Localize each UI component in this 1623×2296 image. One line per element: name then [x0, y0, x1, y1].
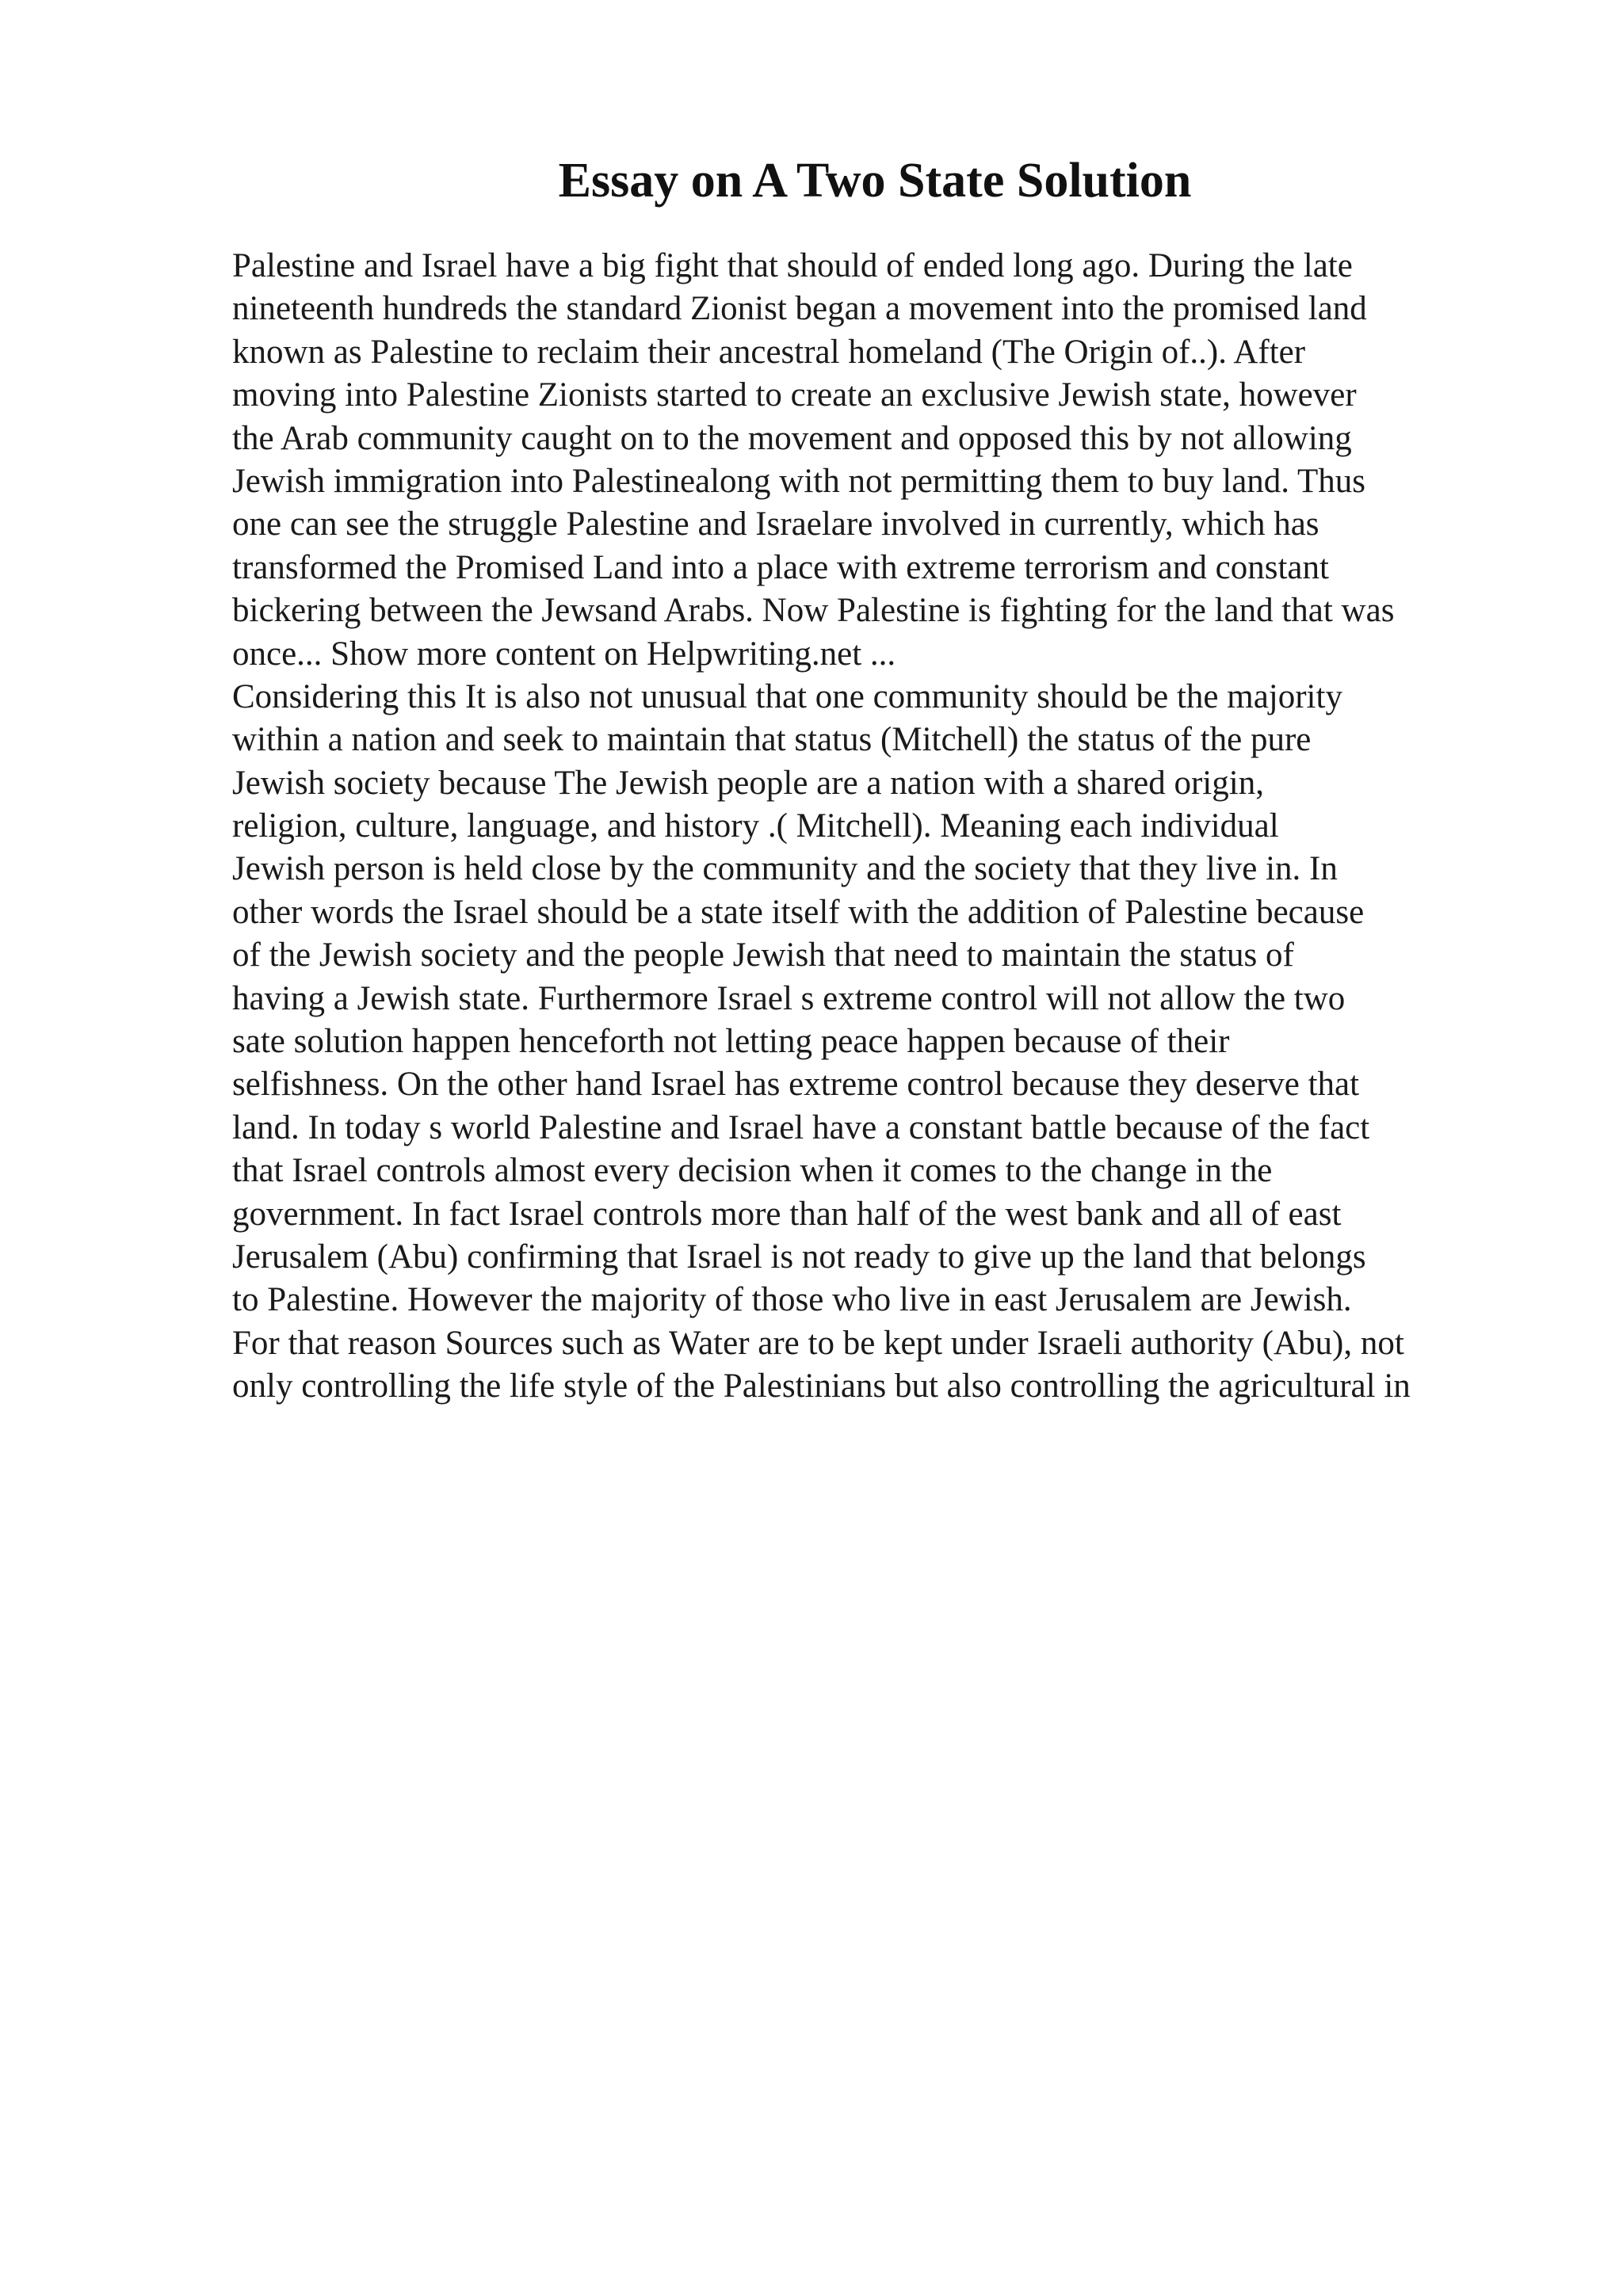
body-line: to Palestine. However the majority of those who live in east Jerusalem are Jewish.: [232, 1281, 1352, 1319]
body-line: Considering this It is also not unusual that one community should be the majority: [232, 677, 1342, 715]
body-line: sate solution happen henceforth not letting peace happen because of their: [232, 1023, 1230, 1061]
essay-body: [232, 245, 1532, 1409]
body-line: Jewish immigration into Palestinealong with not permitting them to buy land. Thus: [232, 462, 1366, 500]
body-line: moving into Palestine Zionists started to create an exclusive Jewish state, however: [232, 376, 1357, 414]
body-line: one can see the struggle Palestine and Israelare involved in currently, which has: [232, 505, 1319, 543]
body-line: known as Palestine to reclaim their ancestral homeland (The Origin of..). After: [232, 333, 1306, 371]
body-line: land. In today s world Palestine and Israel have a constant battle because of the fact: [232, 1108, 1370, 1146]
body-line: transformed the Promised Land into a place with extreme terrorism and constant: [232, 548, 1329, 586]
body-line: Jewish person is held close by the community and the society that they live in. In: [232, 850, 1338, 888]
body-line: Jewish society because The Jewish people are a nation with a shared origin,: [232, 764, 1264, 802]
body-line: Palestine and Israel have a big fight that should of ended long ago. During the late: [232, 247, 1353, 284]
body-line: For that reason Sources such as Water are to be kept under Israeli authority (Abu), not: [232, 1324, 1404, 1362]
body-line: within a nation and seek to maintain that status (Mitchell) the status of the pure: [232, 721, 1312, 759]
body-line: selfishness. On the other hand Israel has extreme control because they deserve that: [232, 1066, 1360, 1104]
show-more-line: once... Show more content on Helpwriting.net ...: [232, 635, 896, 673]
body-line: nineteenth hundreds the standard Zionist began a movement into the promised land: [232, 290, 1367, 328]
body-line: government. In fact Israel controls more than half of the west bank and all of east: [232, 1195, 1342, 1233]
body-line: Jerusalem (Abu) confirming that Israel is not ready to give up the land that belongs: [232, 1238, 1366, 1276]
body-line: that Israel controls almost every decision when it comes to the change in the: [232, 1152, 1273, 1190]
body-line: having a Jewish state. Furthermore Israel s extreme control will not allow the two: [232, 979, 1346, 1017]
body-line: religion, culture, language, and history .( Mitchell). Meaning each individual: [232, 807, 1279, 845]
body-line: the Arab community caught on to the movement and opposed this by not allowing: [232, 419, 1352, 457]
body-line: bickering between the Jewsand Arabs. Now Palestine is fighting for the land that was: [232, 592, 1395, 630]
body-line: of the Jewish society and the people Jewish that need to maintain the status of: [232, 936, 1294, 974]
body-line: only controlling the life style of the Palestinians but also controlling the agricultural in: [232, 1367, 1411, 1405]
essay-title: Essay on A Two State Solution: [558, 154, 1192, 208]
body-line: other words the Israel should be a state itself with the addition of Palestine because: [232, 893, 1365, 931]
